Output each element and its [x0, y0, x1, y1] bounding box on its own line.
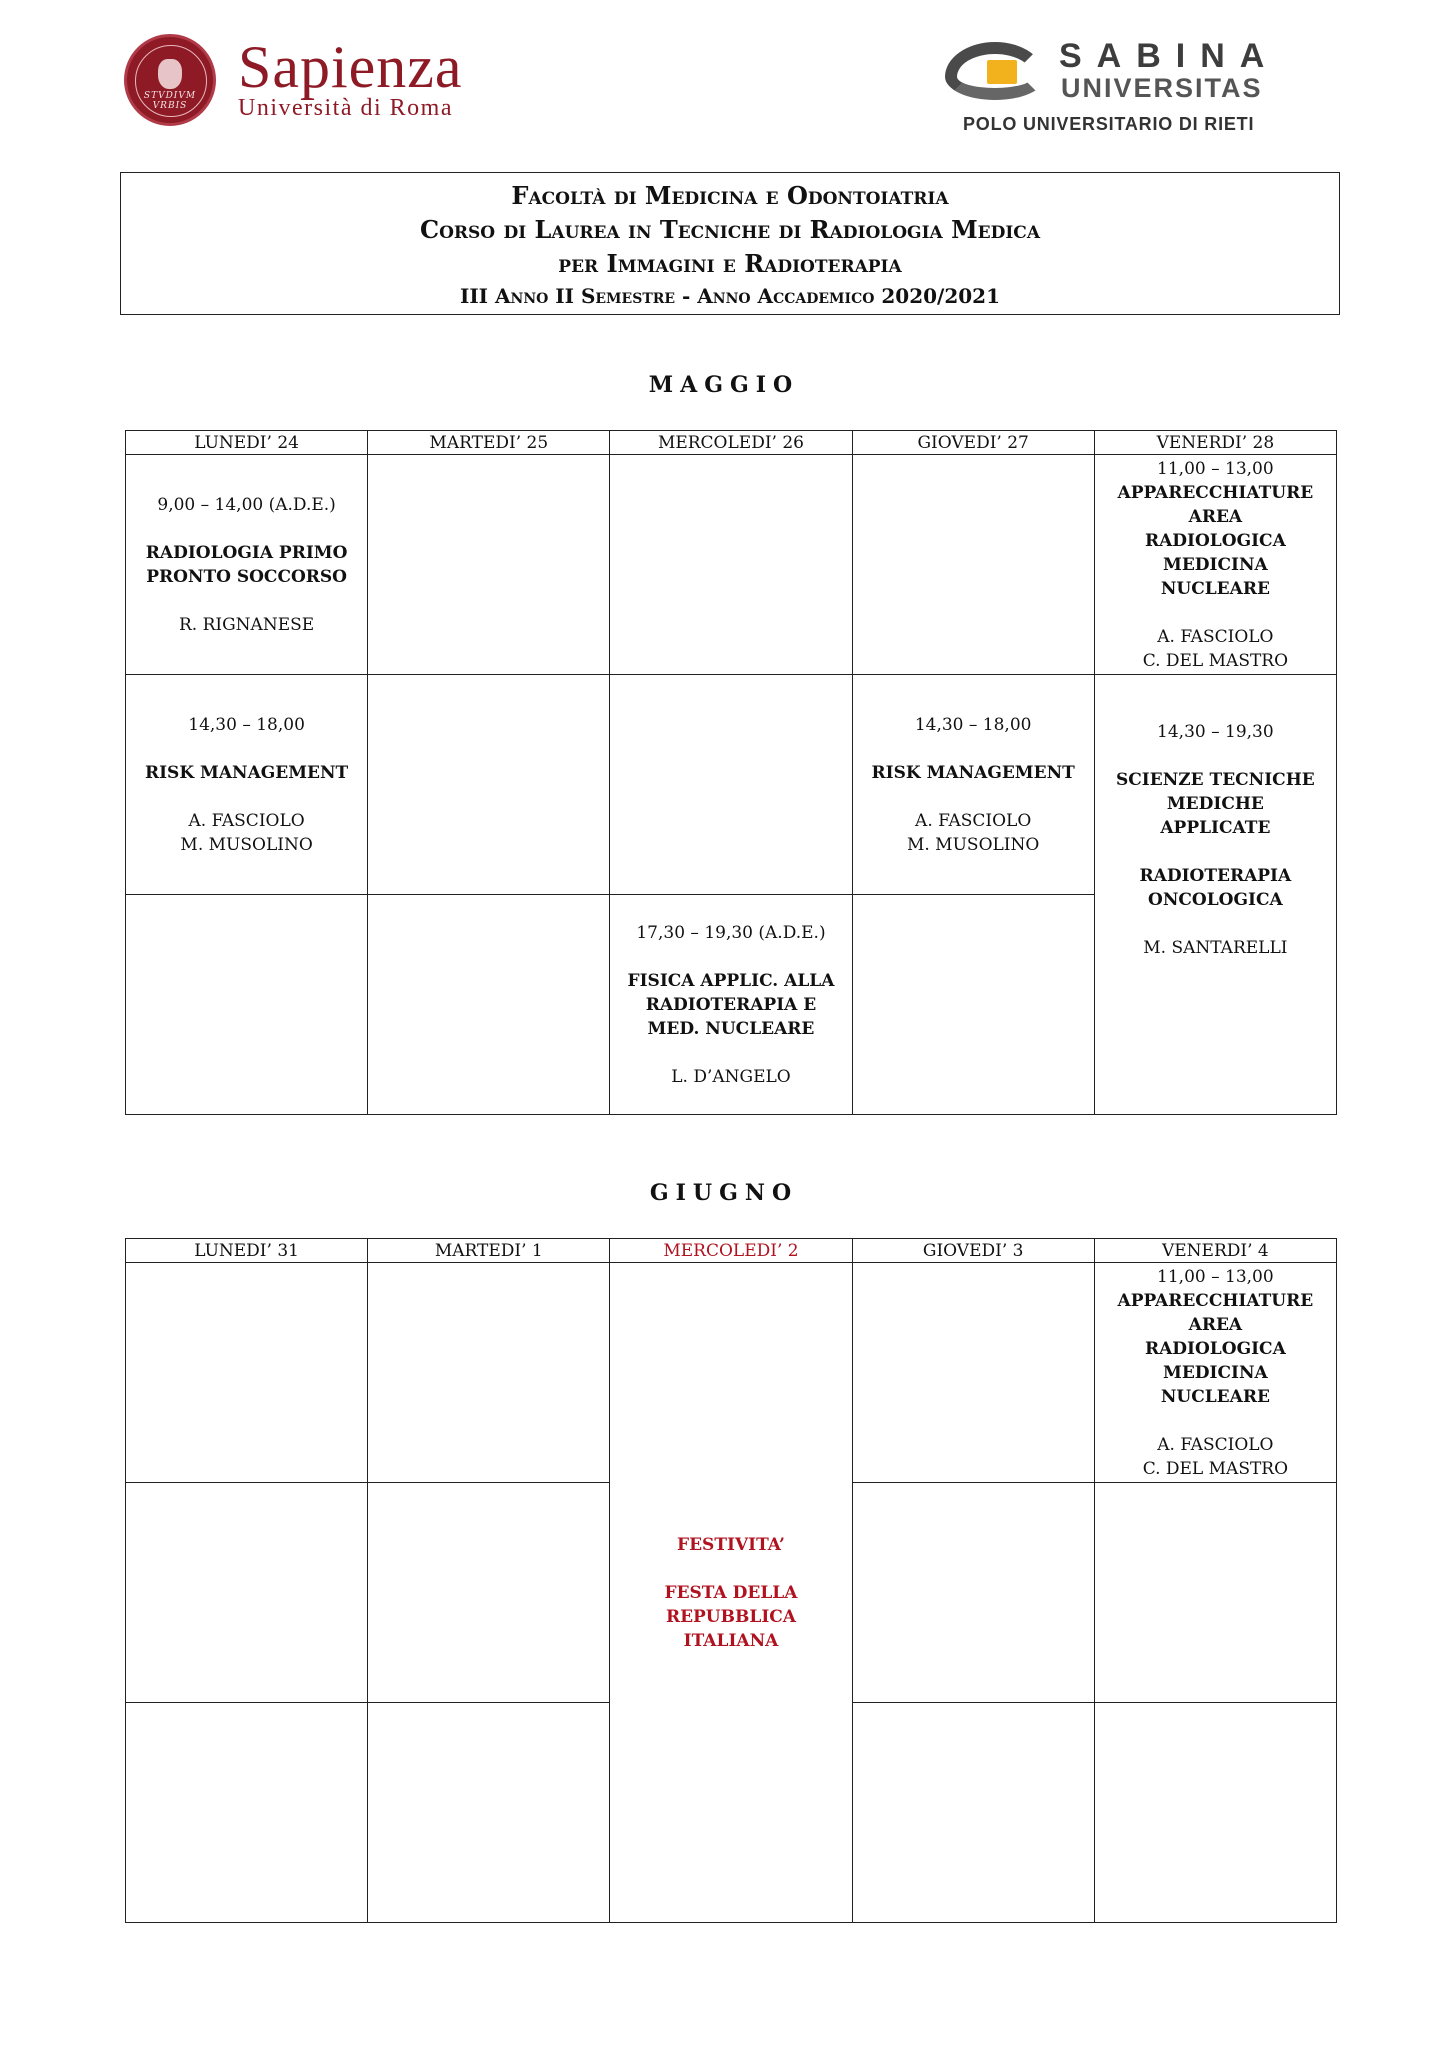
lesson-cell — [1094, 1263, 1336, 1483]
lesson-teacher: R. RIGNANESE — [178, 614, 315, 635]
empty-cell — [368, 895, 610, 1115]
course-title: Corso di Laurea in Tecniche di Radiologia Medica — [419, 215, 1041, 244]
sapienza-seal-icon — [124, 34, 216, 126]
empty-cell — [852, 1483, 1094, 1703]
lesson-subject: APPARECCHIATURE — [1117, 482, 1314, 503]
lesson-subject: NUCLEARE — [1160, 1386, 1270, 1407]
lesson-subject: RADIOTERAPIA — [1139, 865, 1292, 886]
day-header: LUNEDI’ 31 — [126, 1239, 368, 1263]
empty-cell — [852, 1703, 1094, 1923]
empty-cell — [368, 1483, 610, 1703]
lesson-cell — [852, 675, 1094, 895]
lesson-time: 14,30 – 18,00 — [188, 714, 305, 735]
holiday-name: ITALIANA — [683, 1630, 779, 1651]
lesson-teacher: M. MUSOLINO — [906, 834, 1040, 855]
empty-cell — [852, 1263, 1094, 1483]
lesson-subject: RADIOLOGICA — [1144, 530, 1286, 551]
empty-cell — [852, 895, 1094, 1115]
lesson-subject: RADIOTERAPIA E — [645, 994, 817, 1015]
empty-cell — [368, 1263, 610, 1483]
day-header: MARTEDI’ 25 — [368, 431, 610, 455]
may-schedule-table — [125, 430, 1337, 1115]
sabina-name: SABINA — [1059, 37, 1280, 75]
academic-year: III Anno II Semestre - Anno Accademico 2020/2021 — [459, 284, 1001, 308]
day-header: LUNEDI’ 24 — [126, 431, 368, 455]
lesson-cell — [610, 895, 852, 1115]
empty-cell — [368, 675, 610, 895]
empty-cell — [126, 1263, 368, 1483]
lesson-time: 14,30 – 19,30 — [1157, 721, 1274, 742]
lesson-teacher: M. MUSOLINO — [180, 834, 313, 855]
lesson-subject: MED. NUCLEARE — [647, 1018, 815, 1039]
lesson-subject: FISICA APPLIC. ALLA — [627, 970, 835, 991]
lesson-cell — [1094, 675, 1336, 1115]
lesson-subject: AREA — [1188, 506, 1243, 527]
lesson-subject: MEDICINA — [1163, 1362, 1268, 1383]
lesson-teacher: M. SANTARELLI — [1143, 937, 1288, 958]
empty-cell — [610, 675, 852, 895]
day-header: GIOVEDI’ 3 — [852, 1239, 1094, 1263]
month-title-june: GIUGNO — [649, 1180, 799, 1206]
lesson-time: 11,00 – 13,00 — [1157, 1266, 1274, 1287]
sabina-tagline: POLO UNIVERSITARIO DI RIETI — [963, 114, 1255, 134]
lesson-time: 14,30 – 18,00 — [914, 714, 1032, 735]
holiday-day-header: MERCOLEDI’ 2 — [610, 1239, 852, 1263]
lesson-subject: SCIENZE TECNICHE — [1116, 769, 1315, 790]
lesson-subject: RADIOLOGICA — [1144, 1338, 1286, 1359]
lesson-teacher: L. D’ANGELO — [671, 1066, 791, 1087]
empty-cell — [126, 1483, 368, 1703]
empty-cell — [126, 1703, 368, 1923]
sabina-subtitle: UNIVERSITAS — [1061, 73, 1263, 103]
lesson-teacher: A. FASCIOLO — [915, 810, 1032, 831]
holiday-name: FESTA DELLA — [664, 1582, 798, 1603]
lesson-teacher: C. DEL MASTRO — [1142, 650, 1289, 671]
lesson-cell — [1094, 455, 1336, 675]
lesson-teacher: A. FASCIOLO — [188, 810, 305, 831]
seal-text: STVDIVM VRBIS — [143, 91, 197, 111]
book-icon — [987, 60, 1017, 84]
lesson-subject: RISK MANAGEMENT — [871, 762, 1075, 783]
lesson-subject: RADIOLOGIA PRIMO — [145, 542, 348, 563]
lesson-cell — [126, 675, 368, 895]
empty-cell — [1094, 1483, 1336, 1703]
empty-cell — [368, 1703, 610, 1923]
lesson-subject: ONCOLOGICA — [1148, 889, 1283, 910]
course-header — [120, 172, 1340, 315]
empty-cell — [1094, 1703, 1336, 1923]
lesson-teacher: C. DEL MASTRO — [1142, 1458, 1289, 1479]
empty-cell — [126, 895, 368, 1115]
sapienza-name: Sapienza — [238, 34, 463, 100]
lesson-subject: APPLICATE — [1160, 817, 1271, 838]
day-header: VENERDI’ 28 — [1094, 431, 1336, 455]
day-header: MERCOLEDI’ 26 — [610, 431, 852, 455]
holiday-cell — [610, 1263, 852, 1923]
sapienza-logo — [124, 34, 463, 126]
holiday-name: REPUBBLICA — [665, 1606, 796, 1627]
lesson-subject: PRONTO SOCCORSO — [146, 566, 347, 587]
june-schedule-table — [125, 1238, 1337, 1923]
lesson-subject: NUCLEARE — [1160, 578, 1270, 599]
sabina-logo — [945, 38, 1305, 138]
lesson-subject: MEDICHE — [1166, 793, 1264, 814]
lesson-cell — [126, 455, 368, 675]
day-header: VENERDI’ 4 — [1094, 1239, 1336, 1263]
course-title-cont: per Immagini e Radioterapia — [558, 249, 902, 278]
empty-cell — [610, 455, 852, 675]
lesson-teacher: A. FASCIOLO — [1157, 626, 1274, 647]
holiday-title: FESTIVITA’ — [677, 1534, 785, 1555]
sapienza-subtitle: Università di Roma — [238, 95, 453, 121]
day-header: GIOVEDI’ 27 — [852, 431, 1094, 455]
empty-cell — [368, 455, 610, 675]
lesson-time: 11,00 – 13,00 — [1157, 458, 1274, 479]
lesson-teacher: A. FASCIOLO — [1157, 1434, 1274, 1455]
lesson-subject: MEDICINA — [1163, 554, 1268, 575]
lesson-time: 9,00 – 14,00 (A.D.E.) — [157, 494, 336, 515]
month-title-may: MAGGIO — [648, 372, 800, 398]
lesson-time: 17,30 – 19,30 (A.D.E.) — [636, 922, 826, 943]
empty-cell — [852, 455, 1094, 675]
lesson-subject: AREA — [1188, 1314, 1243, 1335]
faculty-title: Facoltà di Medicina e Odontoiatria — [511, 181, 949, 210]
lesson-subject: APPARECCHIATURE — [1117, 1290, 1314, 1311]
day-header: MARTEDI’ 1 — [368, 1239, 610, 1263]
lesson-subject: RISK MANAGEMENT — [144, 762, 349, 783]
